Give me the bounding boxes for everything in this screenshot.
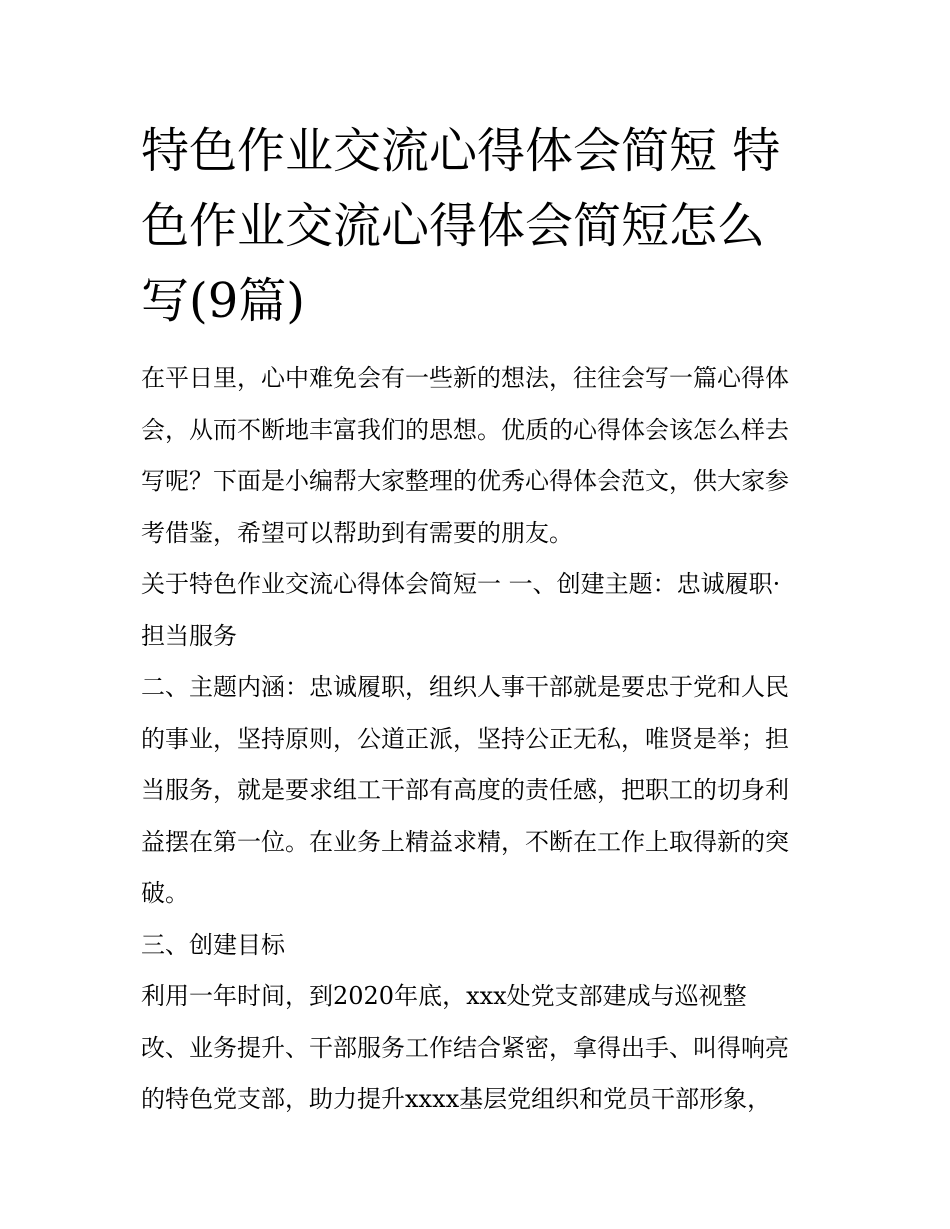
document-page [141, 114, 813, 1126]
document-body [141, 353, 813, 1126]
paragraph-goal-line2: 改、业务提升、干部服务工作结合紧密，拿得出手、叫得响亮 的特色党支部，助力提升xxxx基层党组织和党员干部形象， [141, 1033, 789, 1113]
paragraph-goal-line1: 利用一年时间，到2020年底，xxx处党支部建成与巡视整 [141, 982, 747, 1010]
paragraph-intro: 在平日里，心中难免会有一些新的想法，往往会写一篇心得体 会，从而不断地丰富我们的思想。优质的心得体会该怎么样去 写呢？下面是小编帮大家整理的优秀心得体会范文，供大家参 考借鉴，希望可以帮助到有需要的朋友。 [141, 364, 789, 547]
document-title: 特色作业交流心得体会简短 特 色作业交流心得体会简短怎么 写(9篇) [141, 123, 781, 329]
paragraph-goal-heading: 三、创建目标 [141, 930, 285, 959]
paragraph-connotation: 二、主题内涵：忠诚履职，组织人事干部就是要忠于党和人民 的事业，坚持原则，公道正派，坚持公正无私，唯贤是举；担 当服务，就是要求组工干部有高度的责任感，把职工的切身利 益摆在第一位。在业务上精益求精，不断在工作上取得新的突 破。 [141, 673, 789, 907]
paragraph-theme: 关于特色作业交流心得体会简短一 一、创建主题：忠诚履职· 担当服务 [141, 570, 781, 650]
